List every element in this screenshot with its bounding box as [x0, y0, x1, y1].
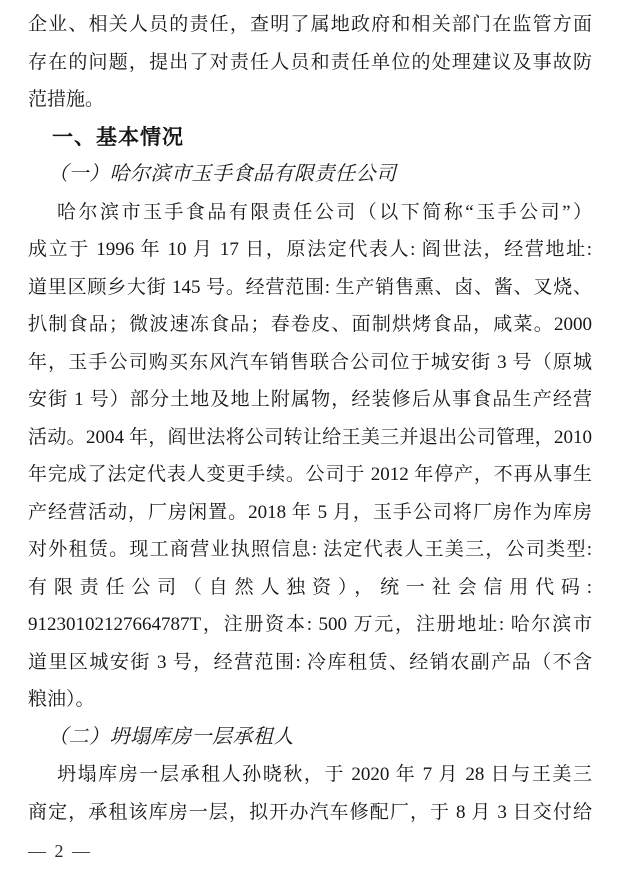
- text-line: 年完成了法定代表人变更手续。公司于 2012 年停产，不再从事生: [28, 464, 592, 485]
- text-line: 扒制食品；微波速冻食品；春卷皮、面制烘烤食品，咸菜。2000: [28, 314, 592, 335]
- text-line: 存在的问题，提出了对责任人员和责任单位的处理建议及事故防: [28, 51, 592, 73]
- section-heading: 一、基本情况: [52, 125, 184, 149]
- text-line: 年，玉手公司购买东风汽车销售联合公司位于城安街 3 号（原城: [28, 351, 592, 373]
- text-line: 企业、相关人员的责任，查明了属地政府和相关部门在监管方面: [28, 14, 592, 35]
- page-number: — 2 —: [28, 841, 92, 861]
- document-body: [28, 6, 592, 831]
- text-line: 对外租赁。现工商营业执照信息: 法定代表人王美三，公司类型:: [28, 539, 592, 560]
- text-line: 道里区城安街 3 号，经营范围: 冷库租赁、经销农副产品（不含: [28, 651, 592, 673]
- text-line: 活动。2004 年，阎世法将公司转让给王美三并退出公司管理，2010: [28, 426, 592, 448]
- text-line: 粮油）。: [28, 689, 95, 710]
- text-line: 安街 1 号）部分土地及地上附属物，经装修后从事食品生产经营: [28, 389, 592, 410]
- text-line: 91230102127664787T，注册资本: 500 万元，注册地址: 哈尔滨市: [28, 614, 592, 635]
- text-line: 道里区顾乡大街 145 号。经营范围: 生产销售熏、卤、酱、叉烧、: [28, 276, 592, 298]
- text-line: 商定，承租该库房一层，拟开办汽车修配厂，于 8 月 3 日交付给: [28, 801, 592, 823]
- text-line: 产经营活动，厂房闲置。2018 年 5 月，玉手公司将厂房作为库房: [28, 501, 592, 523]
- text-line: 哈尔滨市玉手食品有限责任公司（以下简称“玉手公司”）: [57, 201, 592, 223]
- subsection-heading: （一）哈尔滨市玉手食品有限责任公司: [48, 163, 397, 185]
- text-line: 成立于 1996 年 10 月 17 日，原法定代表人: 阎世法，经营地址:: [28, 239, 592, 260]
- text-line: 坍塌库房一层承租人孙晓秋，于 2020 年 7 月 28 日与王美三: [57, 764, 592, 785]
- text-line: 范措施。: [28, 89, 105, 110]
- subsection-heading: （二）坍塌库房一层承租人: [48, 725, 294, 748]
- text-line: 有限责任公司（自然人独资），统一社会信用代码:: [28, 576, 592, 598]
